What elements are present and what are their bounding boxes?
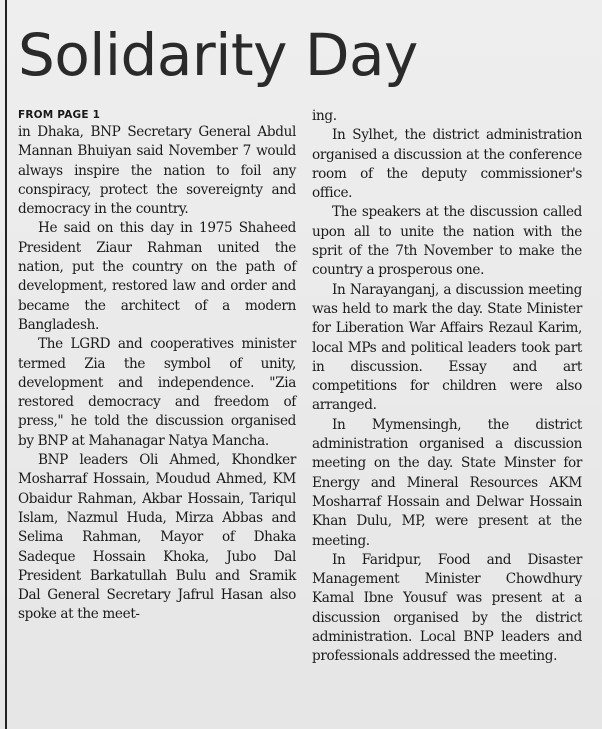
paragraph: He said on this day in 1975 Shaheed President Ziaur Rahman united the nation, put the country on the path of development, restored law and order and became the architect of a modern Bangladesh. [18,220,296,333]
continuation-kicker: FROM PAGE 1 [18,109,101,121]
headline: Solidarity Day [18,21,418,89]
paragraph: In Narayanganj, a discussion meeting was held to mark the day. State Minister for Liberation War Affairs Rezaul Karim, local MPs and political leaders took part in discussion. Essay and art competitions for children were also arranged. [312,281,582,414]
paragraph: In Mymensingh, the district administration organised a discussion meeting on the day. State Minster for Energy and Mineral Resources AKM Mosharraf Hossain and Delwar Hossain Khan Dulu, MP, were present at the meeting. [312,416,582,549]
article-column-right [312,107,582,667]
paragraph: BNP leaders Oli Ahmed, Khondker Mosharraf Hossain, Moudud Ahmed, KM Obaidur Rahman, Akbar Hossain, Tariqul Islam, Nazmul Huda, Mirza Abbas and Selima Rahman, Mayor of Dhaka Sadeque Hossain Khoka, Jubo Dal President Barkatullah Bulu and Sramik Dal General Secretary Jafrul Hasan also spoke at the meet- [18,452,296,623]
paragraph: In Sylhet, the district administration organised a discussion at the conference room of the deputy commissioner's office. [312,127,582,202]
column-border-rule [5,0,7,729]
paragraph: In Faridpur, Food and Disaster Management Minister Chowdhury Kamal Ibne Yousuf was present at a discussion organised by the district administration. Local BNP leaders and professionals addressed the meeting. [312,551,582,665]
article-column-left [18,107,296,625]
paragraph: The LGRD and cooperatives minister termed Zia the symbol of unity, development and independence. "Zia restored democracy and freedom of press," he told the discussion organised by BNP at Mahanagar Natya Mancha. [18,336,296,449]
paragraph: ing. [312,108,337,124]
paragraph: in Dhaka, BNP Secretary General Abdul Mannan Bhuiyan said November 7 would always inspire the nation to foil any conspiracy, protect the sovereignty and democracy in the country. [18,124,296,218]
paragraph: The speakers at the discussion called upon all to unite the nation with the sprit of the 7th November to make the country a prosperous one. [312,204,582,279]
